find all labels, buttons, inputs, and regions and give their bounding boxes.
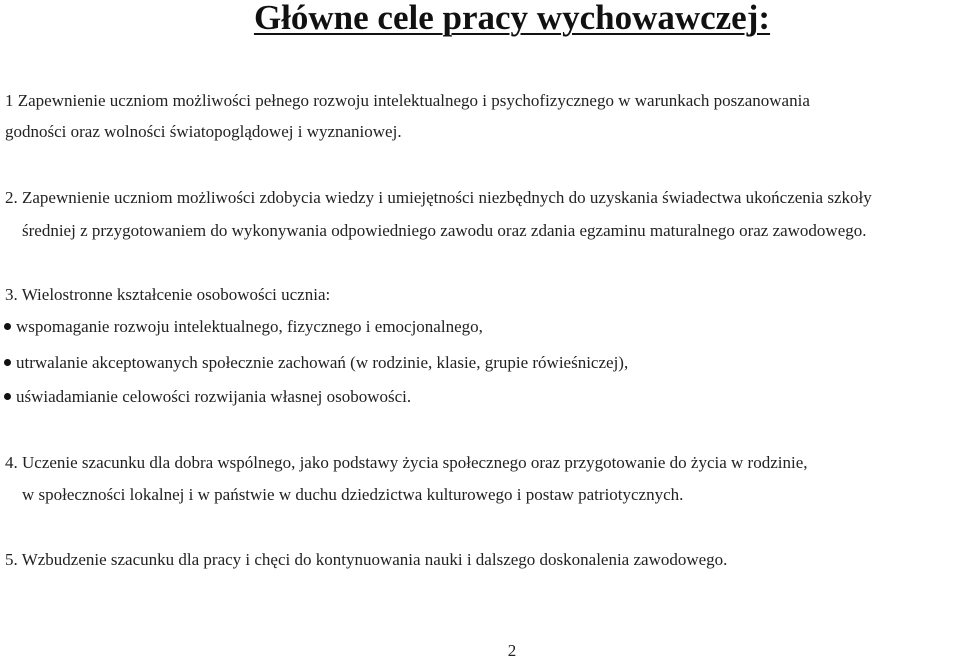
- goal-2-line-1: 2. Zapewnienie uczniom możliwości zdobycia wiedzy i umiejętności niezbędnych do uzyskania świadectwa ukończenia szkoły: [5, 188, 872, 207]
- goal-3-item-3: uświadamianie celowości rozwijania własnej osobowości.: [16, 387, 412, 406]
- goal-4-line-2: w społeczności lokalnej i w państwie w duchu dziedzictwa kulturowego i postaw patriotycznych.: [22, 485, 684, 504]
- goal-4-line-1: 4. Uczenie szacunku dla dobra wspólnego, jako podstawy życia społecznego oraz przygotowanie do życia w rodzinie,: [5, 453, 808, 472]
- goal-3-item-1: wspomaganie rozwoju intelektualnego, fizycznego i emocjonalnego,: [16, 317, 483, 336]
- goal-3-heading: 3. Wielostronne kształcenie osobowości ucznia:: [5, 285, 331, 304]
- goal-1-line-2: godności oraz wolności światopoglądowej i wyznaniowej.: [5, 122, 402, 141]
- bullet-icon: [4, 393, 11, 400]
- bullet-icon: [4, 359, 11, 366]
- page-number: 2: [507, 641, 517, 660]
- bullet-icon: [4, 323, 11, 330]
- goal-3-item-2: utrwalanie akceptowanych społecznie zachowań (w rodzinie, klasie, grupie rówieśniczej),: [16, 353, 629, 372]
- goal-1-line-1: 1 Zapewnienie uczniom możliwości pełnego rozwoju intelektualnego i psychofizycznego w warunkach poszanowania: [5, 91, 810, 110]
- page-title: Główne cele pracy wychowawczej:: [253, 0, 771, 37]
- goal-5-line-1: 5. Wzbudzenie szacunku dla pracy i chęci do kontynuowania nauki i dalszego doskonalenia zawodowego.: [5, 550, 728, 569]
- goal-2-line-2: średniej z przygotowaniem do wykonywania odpowiedniego zawodu oraz zdania egzaminu maturalnego oraz zawodowego.: [22, 221, 867, 240]
